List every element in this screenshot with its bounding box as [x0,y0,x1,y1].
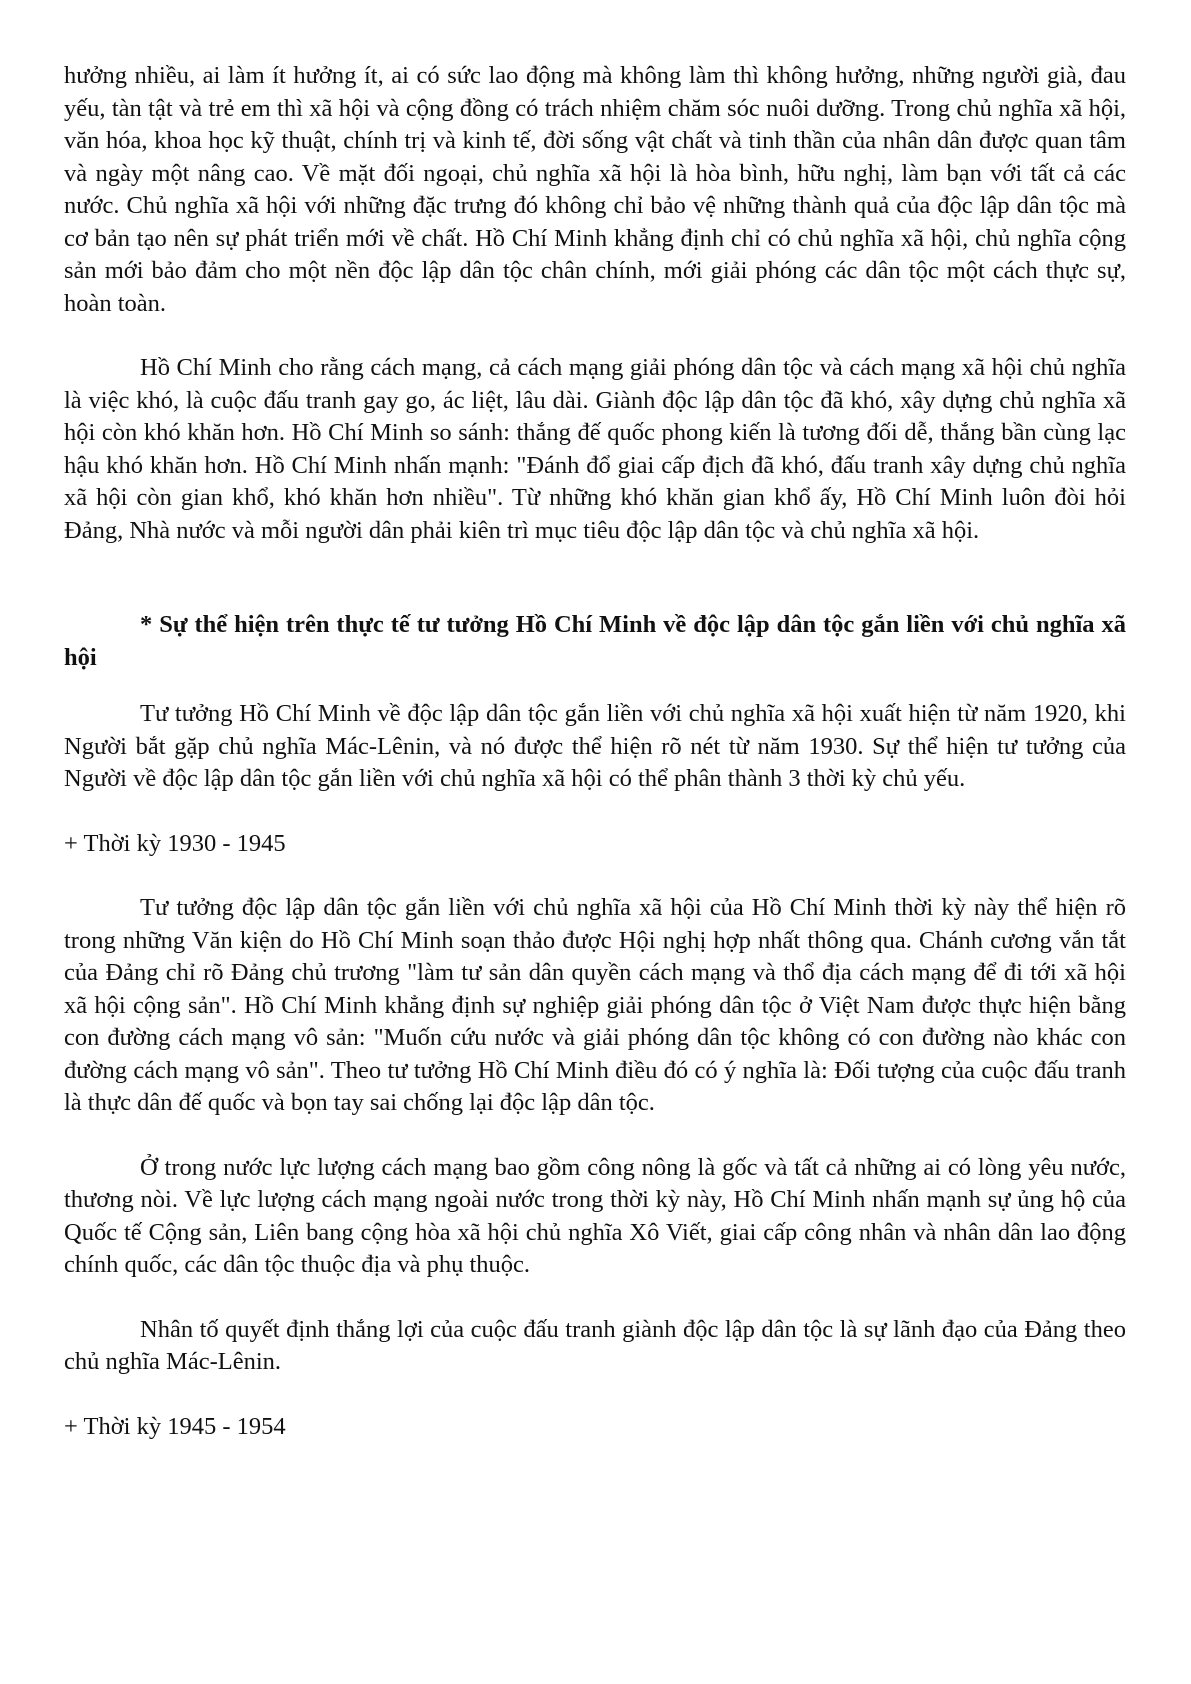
paragraph-decisive-factor: Nhân tố quyết định thắng lợi của cuộc đấu tranh giành độc lập dân tộc là sự lãnh đạo của Đảng theo chủ nghĩa Mác-Lênin. [64,1315,1126,1375]
period-heading-1930-1945: + Thời kỳ 1930 - 1945 [64,829,286,857]
period-heading-1945-1954: + Thời kỳ 1945 - 1954 [64,1412,286,1440]
paragraph-revolution-difficulty: Hồ Chí Minh cho rằng cách mạng, cả cách mạng giải phóng dân tộc và cách mạng xã hội chủ nghĩa là việc khó, là cuộc đấu tranh gay go, ác liệt, lâu dài. Giành độc lập dân tộc đã khó, xây dựng chủ nghĩa xã hội còn khó khăn hơn. Hồ Chí Minh so sánh: thắng đế quốc phong kiến là tương đối dễ, thắng bần cùng lạc hậu khó khăn hơn. Hồ Chí Minh nhấn mạnh: "Đánh đổ giai cấp địch đã khó, đấu tranh xây dựng chủ nghĩa xã hội còn gian khổ, khó khăn hơn nhiều". Từ những khó khăn gian khổ ấy, Hồ Chí Minh luôn đòi hỏi Đảng, Nhà nước và mỗi người dân phải kiên trì mục tiêu độc lập dân tộc và chủ nghĩa xã hội. [64,354,1126,544]
document-page [64,60,1126,1443]
section-heading: * Sự thể hiện trên thực tế tư tưởng Hồ Chí Minh về độc lập dân tộc gắn liền với chủ nghĩa xã hội [64,611,1126,671]
paragraph-party-documents: Tư tưởng độc lập dân tộc gắn liền với chủ nghĩa xã hội của Hồ Chí Minh thời kỳ này thể hiện rõ trong những Văn kiện do Hồ Chí Minh soạn thảo được Hội nghị hợp nhất thông qua. Chánh cương vắn tắt của Đảng chỉ rõ Đảng chủ trương "làm tư sản dân quyền cách mạng và thổ địa cách mạng để đi tới xã hội xã hội cộng sản". Hồ Chí Minh khẳng định sự nghiệp giải phóng dân tộc ở Việt Nam được thực hiện bằng con đường cách mạng vô sản: "Muốn cứu nước và giải phóng dân tộc không có con đường nào khác con đường cách mạng vô sản". Theo tư tưởng Hồ Chí Minh điều đó có ý nghĩa là: Đối tượng của cuộc đấu tranh là thực dân đế quốc và bọn tay sai chống lại độc lập dân tộc. [64,894,1126,1116]
paragraph-socialism-features: hưởng nhiều, ai làm ít hưởng ít, ai có sức lao động mà không làm thì không hưởng, những người già, đau yếu, tàn tật và trẻ em thì xã hội và cộng đồng có trách nhiệm chăm sóc nuôi dưỡng. Trong chủ nghĩa xã hội, văn hóa, khoa học kỹ thuật, chính trị và kinh tế, đời sống vật chất và tinh thần của nhân dân được quan tâm và ngày một nâng cao. Về mặt đối ngoại, chủ nghĩa xã hội là hòa bình, hữu nghị, làm bạn với tất cả các nước. Chủ nghĩa xã hội với những đặc trưng đó không chỉ bảo vệ những thành quả của độc lập dân tộc mà cơ bản tạo nên sự phát triển mới về chất. Hồ Chí Minh khẳng định chỉ có chủ nghĩa xã hội, chủ nghĩa cộng sản mới bảo đảm cho một nền độc lập dân tộc chân chính, mới giải phóng các dân tộc một cách thực sự, hoàn toàn. [64,62,1126,317]
paragraph-origin: Tư tưởng Hồ Chí Minh về độc lập dân tộc gắn liền với chủ nghĩa xã hội xuất hiện từ năm 1920, khi Người bắt gặp chủ nghĩa Mác-Lênin, và nó được thể hiện rõ nét từ năm 1930. Sự thể hiện tư tưởng của Người về độc lập dân tộc gắn liền với chủ nghĩa xã hội có thể phân thành 3 thời kỳ chủ yếu. [64,700,1126,792]
paragraph-revolutionary-forces: Ở trong nước lực lượng cách mạng bao gồm công nông là gốc và tất cả những ai có lòng yêu nước, thương nòi. Về lực lượng cách mạng ngoài nước trong thời kỳ này, Hồ Chí Minh nhấn mạnh sự ủng hộ của Quốc tế Cộng sản, Liên bang cộng hòa xã hội chủ nghĩa Xô Viết, giai cấp công nhân và nhân dân lao động chính quốc, các dân tộc thuộc địa và phụ thuộc. [64,1153,1126,1278]
